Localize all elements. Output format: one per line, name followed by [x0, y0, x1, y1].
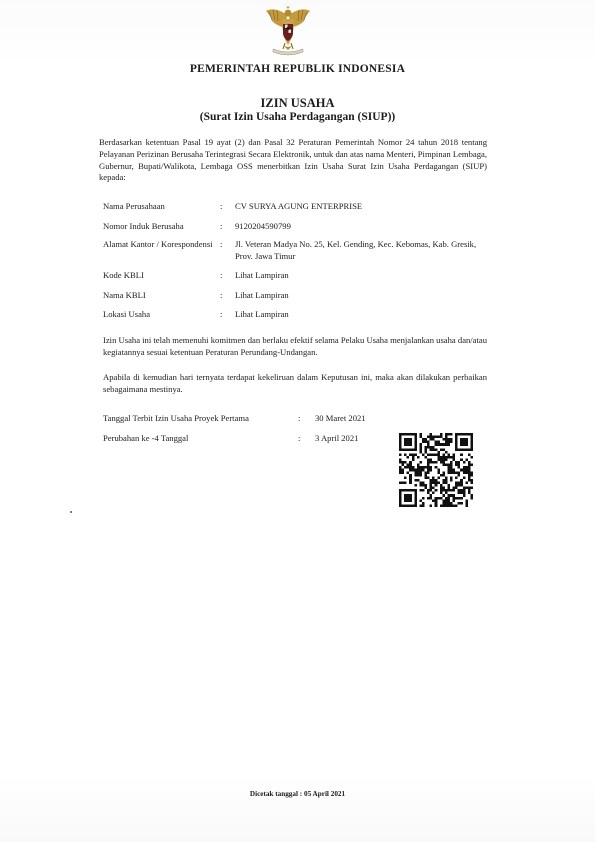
field-separator: :: [220, 239, 223, 249]
field-separator: :: [220, 270, 223, 280]
field-value: CV SURYA AGUNG ENTERPRISE: [235, 201, 363, 211]
document-subtitle: (Surat Izin Usaha Perdagangan (SIUP)): [199, 111, 396, 123]
date-value: 3 April 2021: [315, 433, 359, 443]
field-value: Lihat Lampiran: [235, 309, 289, 319]
field-separator: :: [220, 309, 223, 319]
correction-paragraph: Apabila di kemudian hari ternyata terdapat kekeliruan dalam Keputusan ini, maka akan dilakukan perbaikan sebagaimana mestinya.: [103, 372, 487, 394]
field-label: Lokasi Usaha: [103, 309, 151, 319]
date-separator: :: [298, 433, 301, 443]
intro-paragraph: Berdasarkan ketentuan Pasal 19 ayat (2) dan Pasal 32 Peraturan Pemerintah Nomor 24 tahun 2018 tentang Pelayanan Perizinan Berusaha Terintegrasi Secara Elektronik, untuk dan atas nama Menteri, Pimpinan Lembaga, Gubernur, Bupati/Walikota, Lembaga OSS menerbitkan Izin Usaha Surat Izin Usaha Perdagangan (SIUP) kepada:: [99, 137, 487, 183]
garuda-pancasila-emblem-icon: [263, 5, 313, 57]
date-label: Tanggal Terbit Izin Usaha Proyek Pertama: [103, 413, 249, 423]
field-separator: :: [220, 221, 223, 231]
date-separator: :: [298, 413, 301, 423]
date-label: Perubahan ke -4 Tanggal: [103, 433, 189, 443]
field-value: Lihat Lampiran: [235, 270, 289, 280]
field-value: 9120204590799: [235, 221, 291, 231]
document-title: IZIN USAHA: [260, 96, 335, 110]
qr-code-icon: [399, 433, 473, 507]
government-name: PEMERINTAH REPUBLIK INDONESIA: [189, 63, 406, 75]
field-value: Jl. Veteran Madya No. 25, Kel. Gending, Kec. Kebomas, Kab. Gresik, Prov. Jawa Timur: [235, 239, 477, 261]
scan-speck: [70, 511, 72, 513]
field-label: Alamat Kantor / Korespondensi: [103, 239, 213, 249]
field-separator: :: [220, 290, 223, 300]
date-value: 30 Maret 2021: [315, 413, 366, 423]
field-label: Nama KBLI: [103, 290, 146, 300]
field-label: Kode KBLI: [103, 270, 144, 280]
print-date: Dicetak tanggal : 05 April 2021: [249, 790, 346, 798]
field-label: Nomor Induk Berusaha: [103, 221, 184, 231]
validity-paragraph: Izin Usaha ini telah memenuhi komitmen dan berlaku efektif selama Pelaku Usaha menjalankan usaha dan/atau kegiatannya sesuai ketentuan Peraturan Perundang-Undangan.: [103, 335, 487, 357]
field-value: Lihat Lampiran: [235, 290, 289, 300]
field-separator: :: [220, 201, 223, 211]
field-label: Nama Perusahaan: [103, 201, 165, 211]
